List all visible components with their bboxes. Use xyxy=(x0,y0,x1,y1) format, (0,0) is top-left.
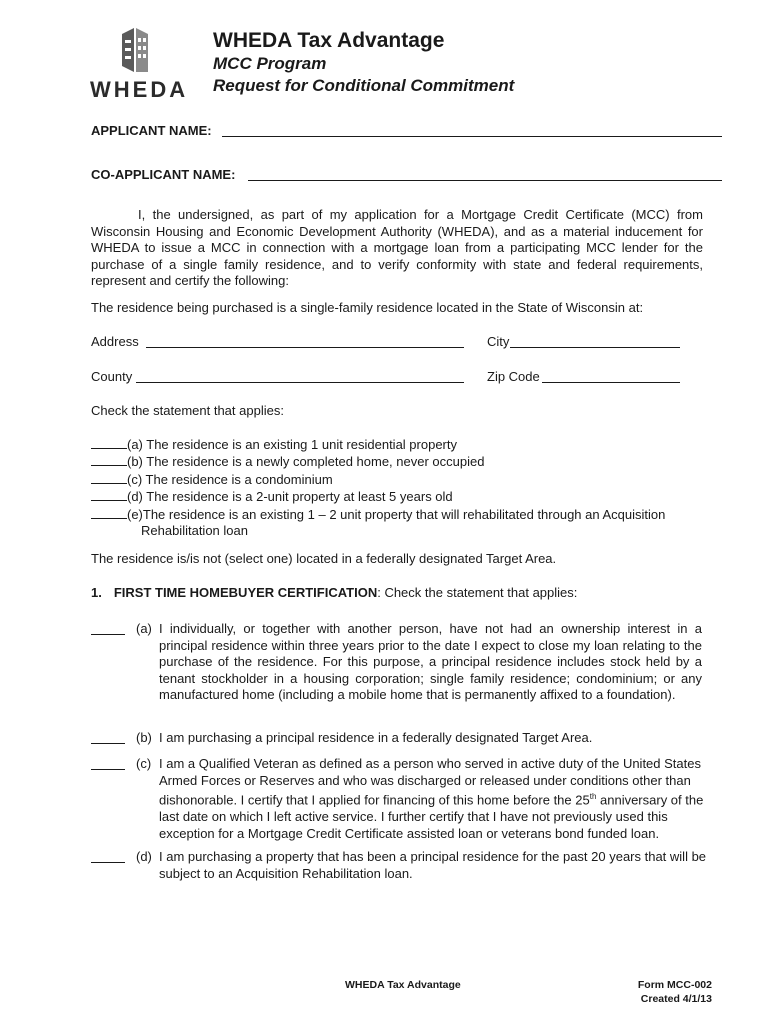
cert-b-letter: (b) xyxy=(136,730,152,745)
check-statement: Check the statement that applies: xyxy=(91,403,284,418)
city-label: City xyxy=(487,334,510,349)
property-option-e-cont: Rehabilitation loan xyxy=(141,523,248,539)
cert-a-text: I individually, or together with another person, have not had an ownership interest in a principal residence within three years prior to the date I expect to close my loan relating to the purchase of the residence. For this purpose, a principal residence includes stock held by a tenant stockholder in a housing corporation; single family residence; condominium; or any manufactured home (including a mobile home that is permanently affixed to a foundation). xyxy=(159,621,702,703)
page-subtitle: MCC Program xyxy=(213,54,327,73)
property-option-a: (a) The residence is an existing 1 unit residential property xyxy=(91,436,711,453)
cert-d-letter: (d) xyxy=(136,849,152,864)
coapplicant-name-label: CO-APPLICANT NAME: xyxy=(91,167,236,182)
target-area-statement: The residence is/is not (select one) located in a federally designated Target Area. xyxy=(91,551,557,566)
footer-form-number: Form MCC-002 xyxy=(637,979,712,991)
cert-b-blank[interactable] xyxy=(91,743,125,744)
county-field[interactable] xyxy=(136,382,464,383)
option-d-blank[interactable] xyxy=(91,488,127,501)
applicant-name-field[interactable] xyxy=(222,136,722,137)
zip-field[interactable] xyxy=(542,382,680,383)
address-field[interactable] xyxy=(146,347,464,348)
footer-created-date: Created 4/1/13 xyxy=(640,993,712,1005)
section-1-instruction: : Check the statement that applies: xyxy=(377,585,578,600)
residence-statement: The residence being purchased is a single-family residence located in the State of Wisconsin at: xyxy=(91,300,644,315)
option-b-blank[interactable] xyxy=(91,453,127,466)
page-subtitle-2: Request for Conditional Commitment xyxy=(213,76,515,95)
footer-program: WHEDA Tax Advantage xyxy=(345,979,461,991)
coapplicant-name-field[interactable] xyxy=(248,180,722,181)
option-c-blank[interactable] xyxy=(91,471,127,484)
cert-b-text: I am purchasing a principal residence in a federally designated Target Area. xyxy=(159,730,593,745)
property-option-d: (d) The residence is a 2-unit property at least 5 years old xyxy=(91,488,711,505)
cert-c-text: I am a Qualified Veteran as defined as a person who served in active duty of the United States Armed Forces or Reserves and who was discharged or released under conditions other than dishonorable. I certify that I applied for financing of this home before the 25th anniversary of the last date on which I left active service. I further certify that I have not previously used this exception for a Mortgage Credit Certificate assisted loan or veterans bond funded loan. xyxy=(159,756,704,841)
zip-label: Zip Code xyxy=(487,369,540,384)
logo-wordmark: WHEDA xyxy=(90,77,189,102)
cert-a-letter: (a) xyxy=(136,621,152,636)
option-e-blank[interactable] xyxy=(91,506,127,519)
wheda-building-icon xyxy=(118,26,178,78)
property-option-b: (b) The residence is a newly completed home, never occupied xyxy=(91,453,711,470)
page-title: WHEDA Tax Advantage xyxy=(213,29,445,52)
cert-a-blank[interactable] xyxy=(91,634,125,635)
cert-d-blank[interactable] xyxy=(91,862,125,863)
cert-c-letter: (c) xyxy=(136,756,152,771)
option-a-blank[interactable] xyxy=(91,436,127,449)
cert-d-text: I am purchasing a property that has been a principal residence for the past 20 years that will be subject to an Acquisition Rehabilitation loan. xyxy=(159,849,707,881)
cert-c-blank[interactable] xyxy=(91,769,125,770)
address-label: Address xyxy=(91,334,139,349)
applicant-name-label: APPLICANT NAME: xyxy=(91,123,212,138)
section-1-heading xyxy=(91,585,711,602)
county-label: County xyxy=(91,369,133,384)
property-option-c: (c) The residence is a condominium xyxy=(91,471,711,488)
property-options xyxy=(91,436,711,539)
section-1-number: 1. xyxy=(91,585,102,600)
section-1-title: FIRST TIME HOMEBUYER CERTIFICATION xyxy=(113,585,378,600)
property-option-e: (e)The residence is an existing 1 – 2 unit property that will rehabilitated through an Acquisition xyxy=(91,506,711,523)
intro-paragraph: I, the undersigned, as part of my application for a Mortgage Credit Certificate (MCC) from Wisconsin Housing and Economic Development Authority (WHEDA), and as a material inducement for WHEDA to issue a MCC in connection with a mortgage loan from a participating MCC lender for the purchase of a single family residence, and to verify conformity with state and federal requirements, represent and certify the following: xyxy=(91,207,703,289)
city-field[interactable] xyxy=(510,347,680,348)
